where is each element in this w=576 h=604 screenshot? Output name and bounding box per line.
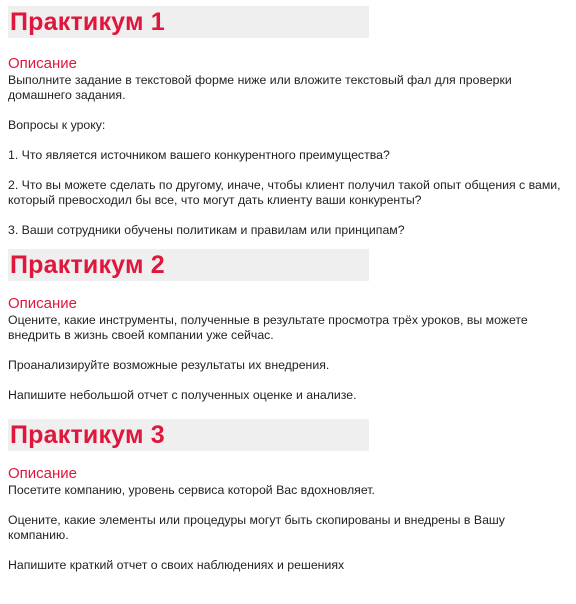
practicum-1-paragraph: Вопросы к уроку: — [8, 118, 106, 132]
practicum-3-title-bar — [8, 419, 369, 451]
practicum-1-title: Практикум 1 — [10, 7, 165, 36]
practicum-1-paragraph: 2. Что вы можете сделать по другому, иначе, чтобы клиент получил такой опыт общения с вами, который превосходил бы все, что могут дать клиенту ваши конкуренты? — [8, 178, 561, 207]
practicum-1-title-bar — [8, 6, 369, 38]
practicum-2-subtitle: Описание — [8, 295, 78, 312]
practicum-2-paragraph: Проанализируйте возможные результаты их внедрения. — [8, 358, 330, 372]
practicum-2-section — [8, 249, 568, 403]
practicum-3-paragraph: Напишите краткий отчет о своих наблюдениях и решениях — [8, 558, 345, 572]
practicum-1-subtitle: Описание — [8, 55, 78, 72]
practicum-3-paragraph: Оцените, какие элементы или процедуры могут быть скопированы и внедрены в Вашу компанию. — [8, 513, 505, 542]
practicum-1-paragraph: 3. Ваши сотрудники обучены политикам и правилам или принципам? — [8, 223, 405, 237]
practicum-3-paragraph: Посетите компанию, уровень сервиса которой Вас вдохновляет. — [8, 483, 375, 497]
practicum-3-subtitle: Описание — [8, 465, 78, 482]
practicum-2-title-bar — [8, 249, 369, 281]
practicum-1-paragraph: 1. Что является источником вашего конкурентного преимущества? — [8, 148, 390, 162]
practicum-3-section — [8, 419, 568, 573]
practicum-2-paragraph: Оцените, какие инструменты, полученные в результате просмотра трёх уроков, вы можете внедрить в жизнь своей компании уже сейчас. — [8, 313, 528, 342]
practicum-1-section — [8, 6, 568, 238]
practicum-3-title: Практикум 3 — [10, 420, 165, 449]
practicum-2-title: Практикум 2 — [10, 250, 165, 279]
practicum-2-paragraph: Напишите небольшой отчет с полученных оценке и анализе. — [8, 388, 357, 402]
practicum-1-paragraph: Выполните задание в текстовой форме ниже или вложите текстовый фал для проверки домашнего задания. — [8, 73, 512, 102]
